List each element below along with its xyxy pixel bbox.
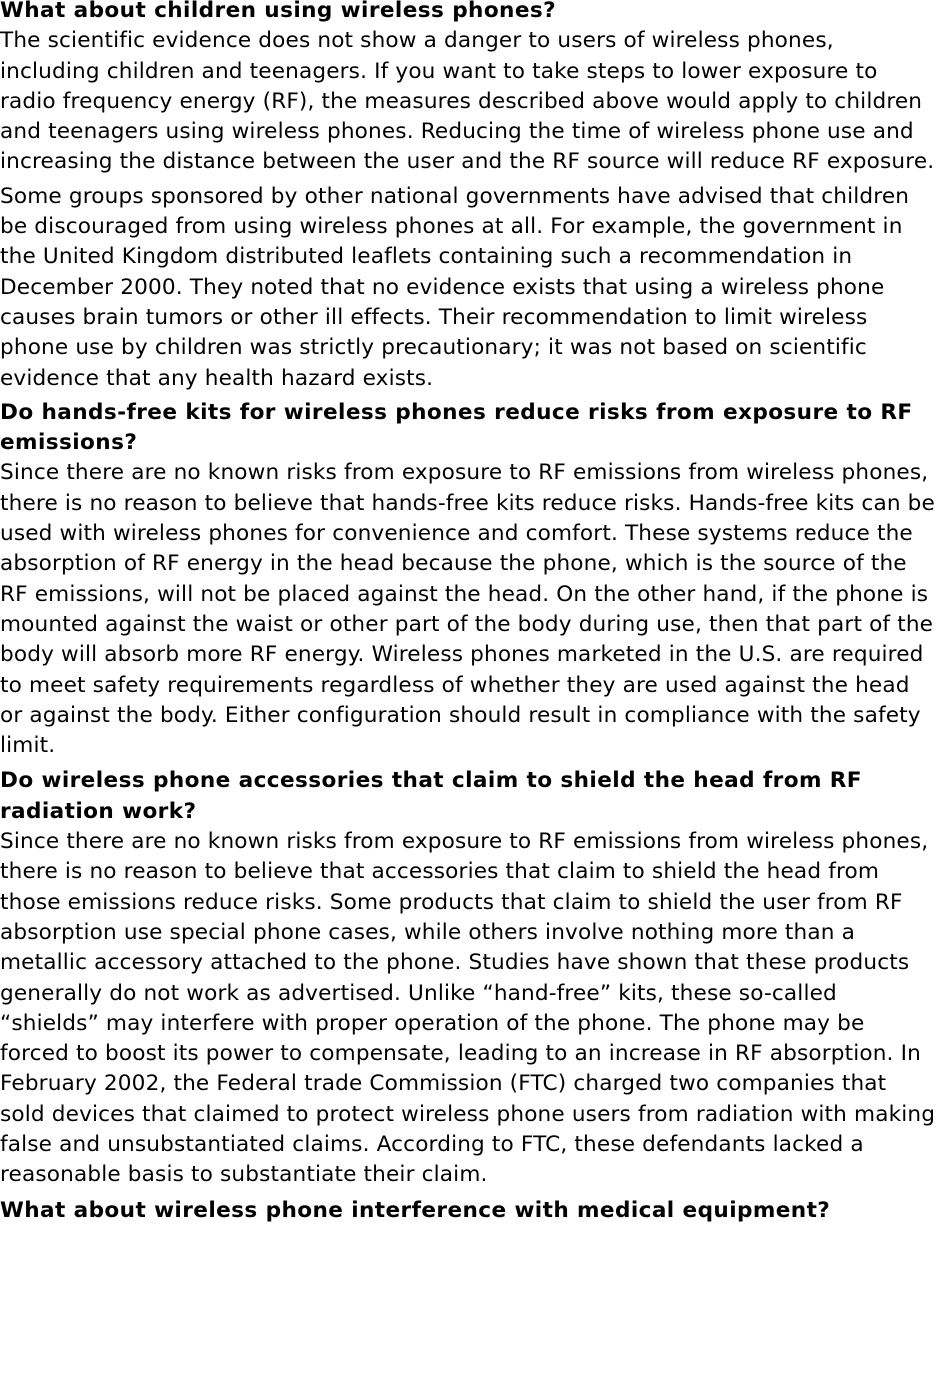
paragraph-hands-free-kits: Since there are no known risks from exposure to RF emissions from wireless phones, there is no reason to believe that hands-free kits reduce risks. Hands-free kits can be used with wireless phones for convenience and comfort. These systems reduce the absorption of RF energy in the head because the phone, which is the source of the RF emissions, will not be placed against the head. On the other hand, if the phone is mounted against the waist or other part of the body during use, then that part of the body will absorb more RF energy. Wireless phones marketed in the U.S. are required to meet safety requirements regardless of whether they are used against the head or against the body. Either configuration should result in compliance with the safety limit. bbox=[0, 460, 935, 759]
heading-shield-accessories: Do wireless phone accessories that claim to shield the head from RF radiation work? bbox=[0, 768, 862, 824]
heading-medical-equipment: What about wireless phone interference with medical equipment? bbox=[0, 1197, 831, 1223]
paragraph-national-governments: Some groups sponsored by other national governments have advised that children be discouraged from using wireless phones at all. For example, the government in the United Kingdom distributed leaflets containing such a recommendation in December 2000. They noted that no evidence exists that using a wireless phone causes brain tumors or other ill effects. Their recommendation to limit wireless phone use by children was strictly precautionary; it was not based on scientific evidence that any health hazard exists. bbox=[0, 183, 910, 391]
heading-children-wireless-phones: What about children using wireless phones? bbox=[0, 0, 557, 23]
heading-hands-free-kits: Do hands-free kits for wireless phones reduce risks from exposure to RF emissions? bbox=[0, 399, 913, 456]
paragraph-shield-accessories: Since there are no known risks from exposure to RF emissions from wireless phones, there is no reason to believe that accessories that claim to shield the head from those emissions reduce risks. Some products that claim to shield the user from RF absorption use special phone cases, while others involve nothing more than a metallic accessory attached to the phone. Studies have shown that these products generally do not work as advertised. Unlike “hand-free” kits, these so-called “shields” may interfere with proper operation of the phone. The phone may be forced to boost its power to compensate, leading to an increase in RF absorption. In February 2002, the Federal trade Commission (FTC) charged two companies that sold devices that claimed to protect wireless phone users from radiation with making false and unsubstantiated claims. According to FTC, these defendants lacked a reasonable basis to substantiate their claim. bbox=[0, 829, 936, 1188]
paragraph-scientific-evidence: The scientific evidence does not show a danger to users of wireless phones, including children and teenagers. If you want to take steps to lower exposure to radio frequency energy (RF), the measures described above would apply to children and teenagers using wireless phones. Reducing the time of wireless phone use and increasing the distance between the user and the RF source will reduce RF exposure. bbox=[0, 28, 935, 175]
